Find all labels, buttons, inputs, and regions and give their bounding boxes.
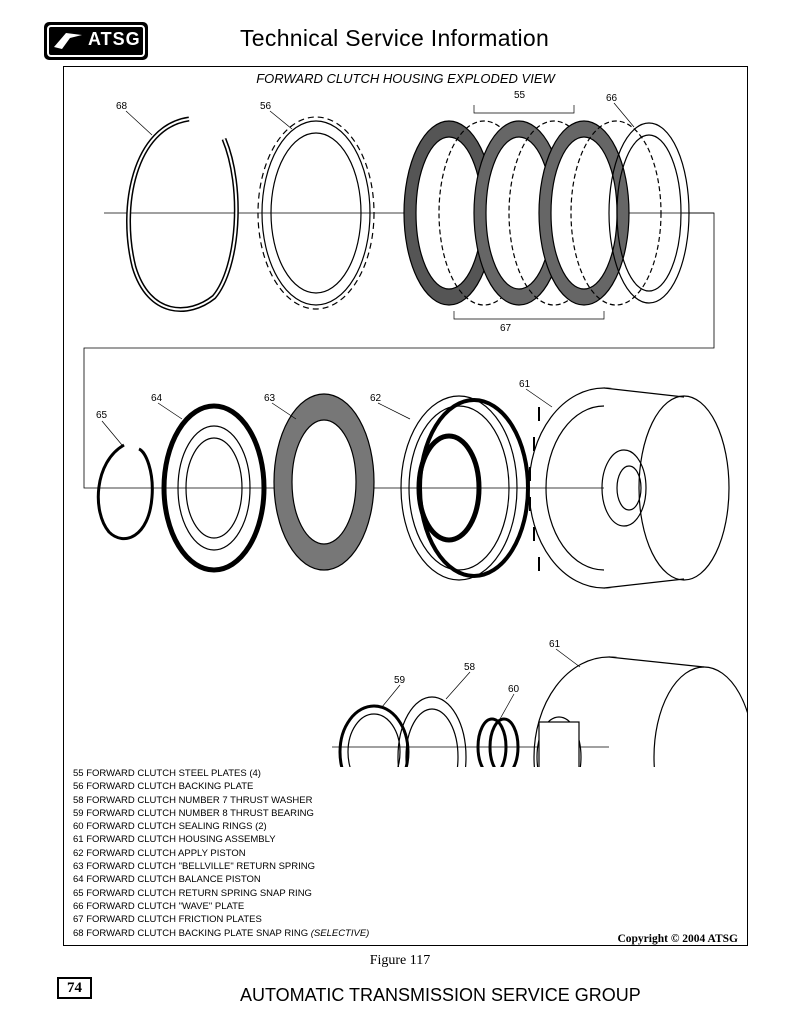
legend-item: 59 FORWARD CLUTCH NUMBER 8 THRUST BEARING (73, 807, 314, 819)
callout-61: 61 (519, 379, 531, 390)
legend-item: 55 FORWARD CLUTCH STEEL PLATES (4) (73, 768, 261, 779)
legend-item: 64 FORWARD CLUTCH BALANCE PISTON (73, 874, 261, 886)
logo-text: ATSG (88, 29, 141, 49)
copyright: Copyright © 2004 ATSG (617, 933, 738, 945)
footer-organization: AUTOMATIC TRANSMISSION SERVICE GROUP (240, 985, 641, 1005)
page-number: 74 (57, 977, 92, 999)
figure-caption: Figure 117 (369, 953, 431, 968)
callout-68: 68 (116, 101, 128, 112)
callout-60: 60 (508, 684, 520, 695)
callout-67: 67 (500, 323, 512, 334)
figure-title: FORWARD CLUTCH HOUSING EXPLODED VIEW (256, 71, 555, 86)
legend-item: 65 FORWARD CLUTCH RETURN SPRING SNAP RING (73, 887, 312, 899)
callout-55: 55 (514, 90, 526, 101)
callout-56: 56 (260, 101, 272, 112)
housing-assembly-rear (534, 657, 747, 767)
callout-61-rear: 61 (549, 639, 561, 650)
callout-59: 59 (394, 675, 406, 686)
bellville-return-spring (274, 394, 374, 570)
return-spring-snap-ring (98, 445, 152, 539)
sealing-rings (478, 719, 518, 767)
callout-62: 62 (370, 393, 382, 404)
atsg-logo (44, 22, 148, 60)
legend-item: 68 FORWARD CLUTCH BACKING PLATE SNAP RING (SELECTIVE) (73, 927, 370, 939)
legend-item: 66 FORWARD CLUTCH "WAVE" PLATE (73, 900, 245, 912)
exploded-view-diagram (64, 67, 747, 767)
callout-64: 64 (151, 393, 163, 404)
legend-item: 56 FORWARD CLUTCH BACKING PLATE (73, 781, 254, 793)
legend-item: 60 FORWARD CLUTCH SEALING RINGS (2) (73, 821, 267, 833)
page-title: Technical Service Information (240, 25, 550, 51)
parts-legend (73, 767, 369, 940)
legend-item: 63 FORWARD CLUTCH "BELLVILLE" RETURN SPRING (73, 861, 316, 873)
callout-63: 63 (264, 393, 276, 404)
clutch-pack (404, 121, 661, 305)
callout-66: 66 (606, 93, 618, 104)
callout-58: 58 (464, 662, 476, 673)
legend-item: 67 FORWARD CLUTCH FRICTION PLATES (73, 914, 262, 926)
legend-item: 58 FORWARD CLUTCH NUMBER 7 THRUST WASHER (73, 794, 313, 806)
backing-plate-snap-ring (129, 119, 237, 309)
arrow-emblem-icon (52, 29, 86, 51)
legend-item: 62 FORWARD CLUTCH APPLY PISTON (73, 847, 246, 859)
legend-item: 61 FORWARD CLUTCH HOUSING ASSEMBLY (73, 834, 276, 846)
callout-65: 65 (96, 410, 108, 421)
